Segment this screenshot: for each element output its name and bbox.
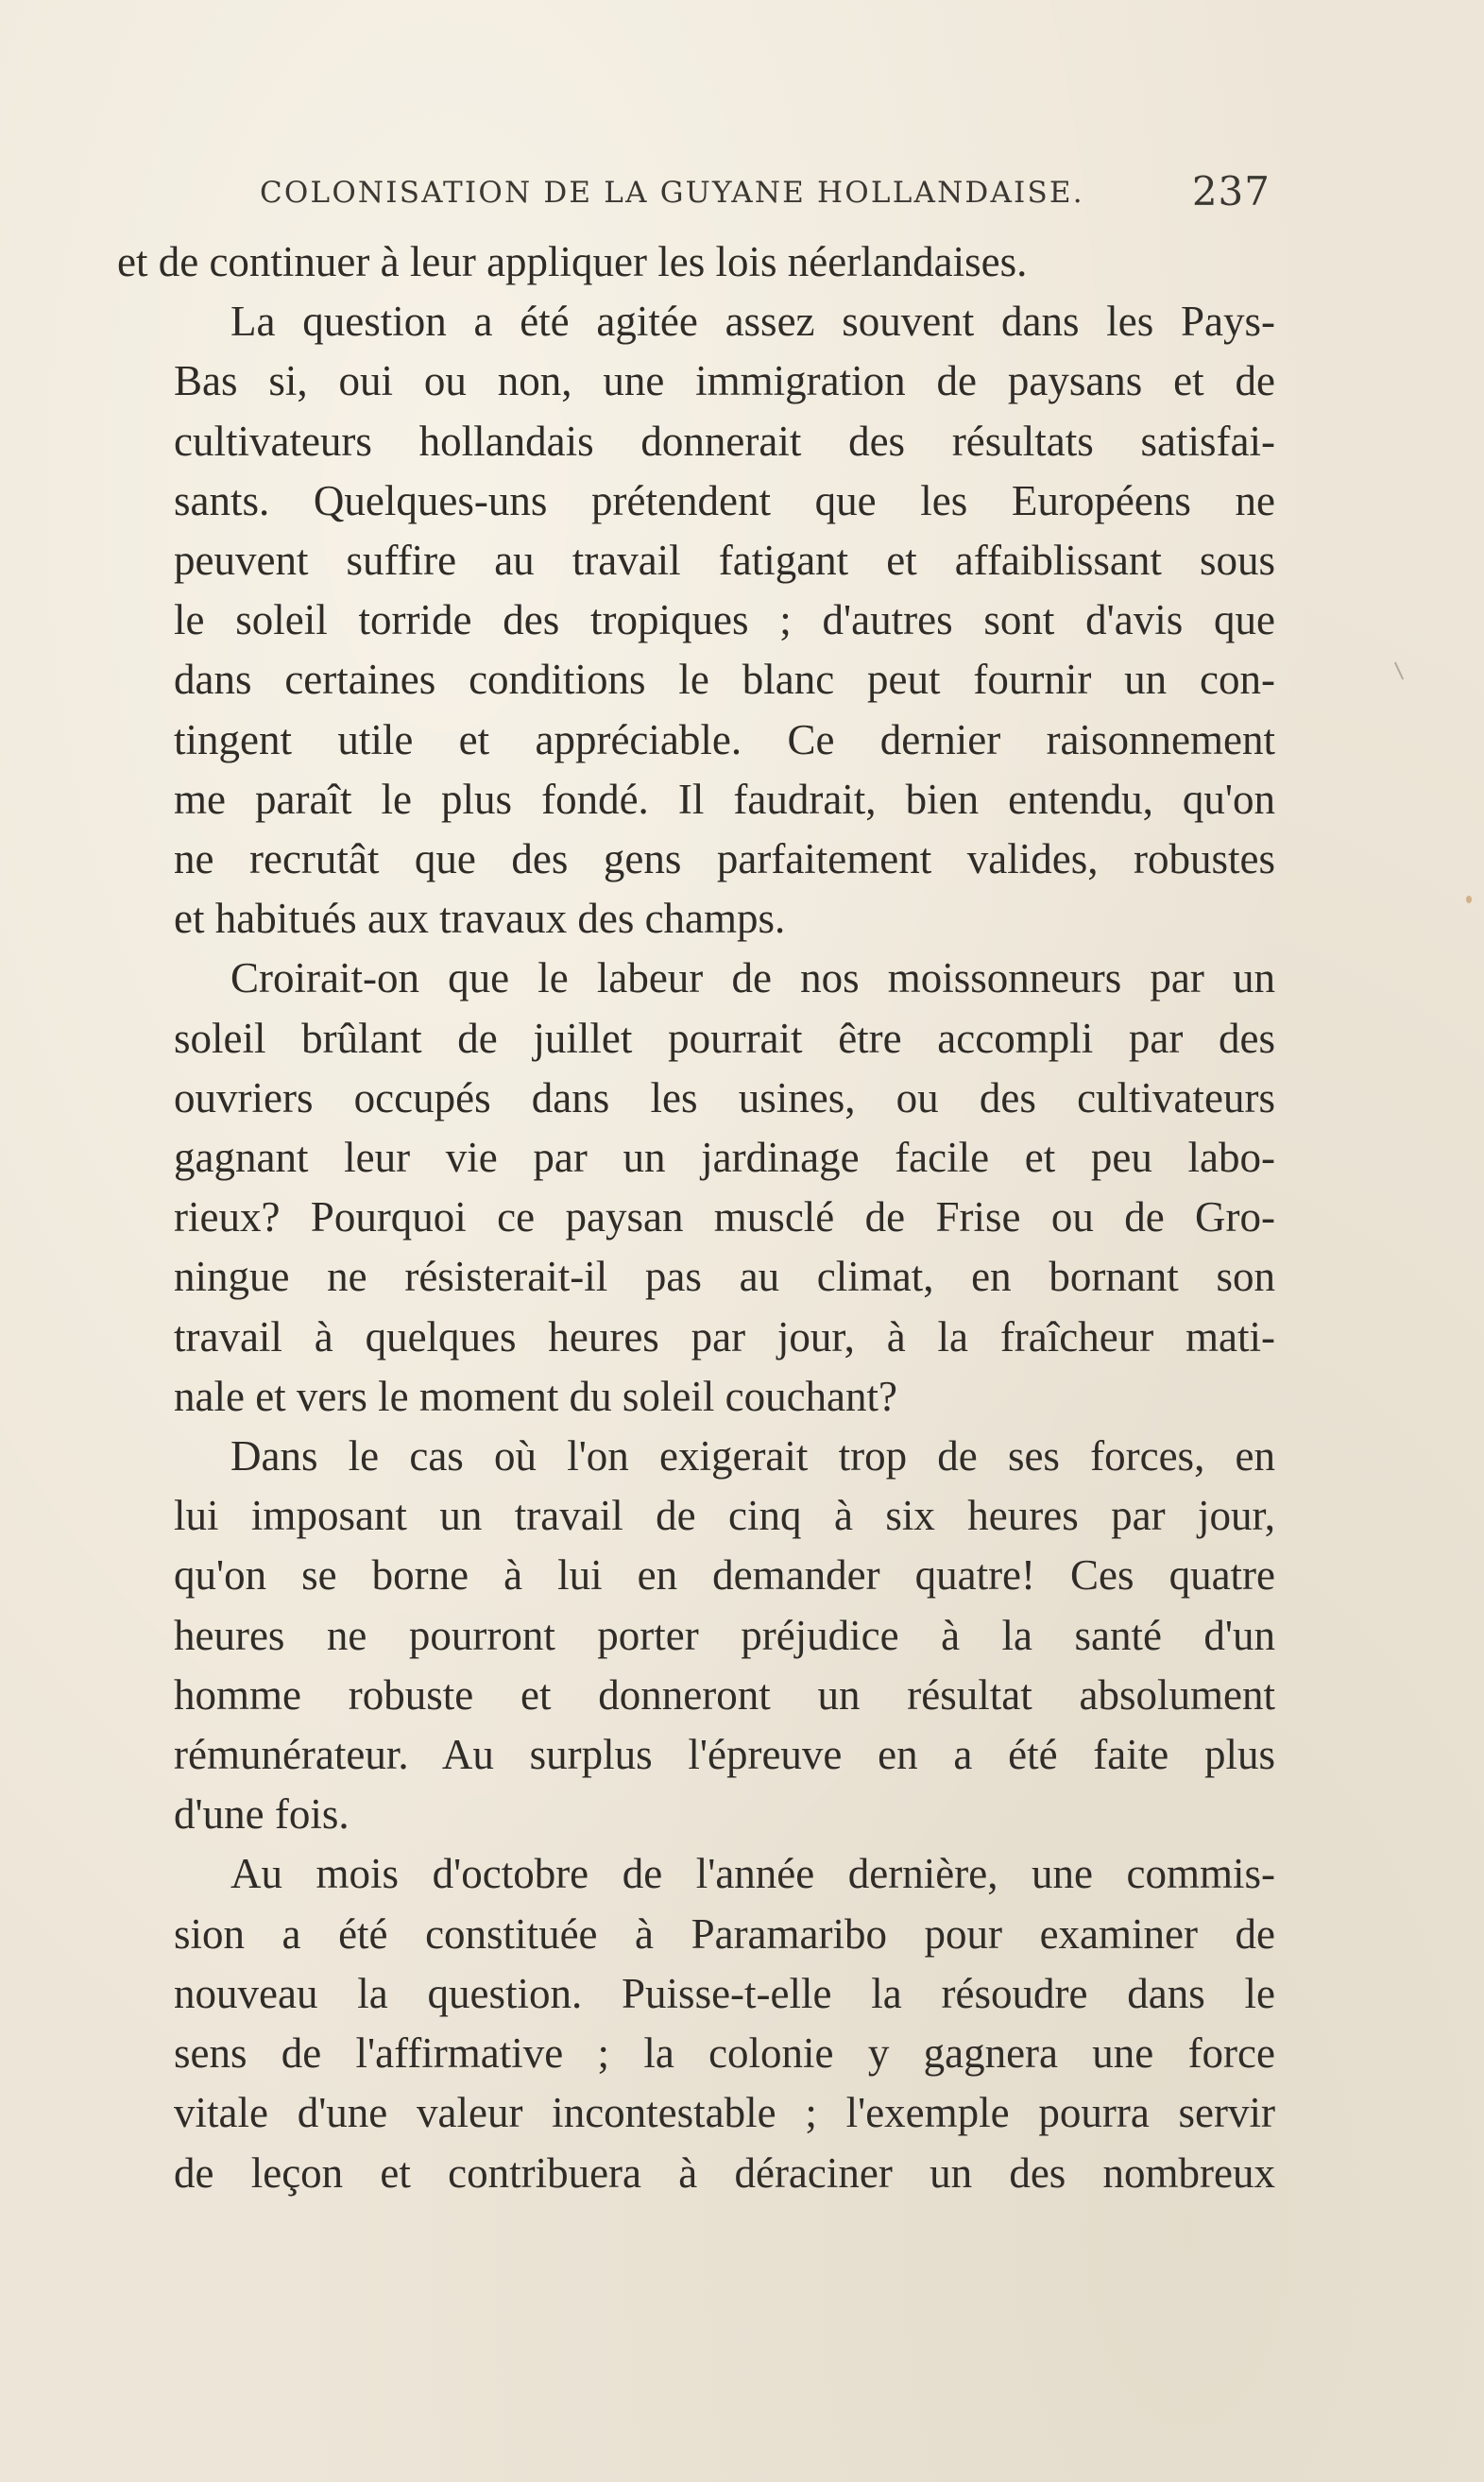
- paragraph-2: [117, 292, 1275, 949]
- text-line: et de continuer à leur appliquer les lois néerlandaises.: [117, 238, 1028, 285]
- paragraph-5: [117, 1844, 1275, 2202]
- text-line: travail à quelques heures par jour, à la fraîcheur mati-: [174, 1312, 1275, 1361]
- text-line: sion a été constituée à Paramaribo pour examiner de: [174, 1909, 1275, 1958]
- paragraph-1: [117, 232, 1275, 292]
- text-line: sens de l'affirmative ; la colonie y gagnera une force: [174, 2029, 1275, 2078]
- text-line: et habitués aux travaux des champs.: [174, 895, 786, 943]
- text-line: qu'on se borne à lui en demander quatre! Ces quatre: [174, 1551, 1275, 1600]
- running-title: COLONISATION DE LA GUYANE HOLLANDAISE.: [260, 176, 1084, 210]
- paper-mark: [1394, 662, 1404, 680]
- text-line: homme robuste et donneront un résultat absolument: [174, 1670, 1275, 1719]
- page-number: 237: [1191, 168, 1271, 214]
- text-line: Croirait-on que le labeur de nos moissonneurs par un: [230, 954, 1275, 1002]
- text-line: Au mois d'octobre de l'année dernière, une commis-: [230, 1850, 1275, 1898]
- text-line: ouvriers occupés dans les usines, ou des cultivateurs: [174, 1073, 1275, 1121]
- paragraph-3: [117, 949, 1275, 1427]
- text-line: le soleil torride des tropiques ; d'autres sont d'avis que: [174, 596, 1275, 644]
- running-head: [260, 168, 1271, 217]
- text-line: rieux? Pourquoi ce paysan musclé de Frise ou de Gro-: [174, 1193, 1275, 1241]
- text-line: tingent utile et appréciable. Ce dernier raisonnement: [174, 715, 1275, 763]
- text-line: ne recrutât que des gens parfaitement valides, robustes: [174, 835, 1275, 883]
- paragraph-4: [117, 1427, 1275, 1844]
- paper-speck: [1466, 896, 1472, 903]
- text-line: sants. Quelques-uns prétendent que les Européens ne: [174, 476, 1275, 524]
- text-line: soleil brûlant de juillet pourrait être accompli par des: [174, 1014, 1275, 1062]
- text-line: peuvent suffire au travail fatigant et affaiblissant sous: [174, 537, 1275, 585]
- text-line: Dans le cas où l'on exigerait trop de ses forces, en: [230, 1432, 1275, 1481]
- text-line: rémunérateur. Au surplus l'épreuve en a été faite plus: [174, 1731, 1275, 1779]
- text-line: La question a été agitée assez souvent dans les Pays-: [230, 298, 1275, 346]
- text-line: de leçon et contribuera à déraciner un des nombreux: [174, 2148, 1275, 2197]
- text-line: heures ne pourront porter préjudice à la santé d'un: [174, 1611, 1275, 1659]
- text-line: cultivateurs hollandais donnerait des résultats satisfai-: [174, 417, 1275, 465]
- text-line: Bas si, oui ou non, une immigration de paysans et de: [174, 357, 1275, 405]
- text-line: vitale d'une valeur incontestable ; l'exemple pourra servir: [174, 2089, 1275, 2137]
- text-line: lui imposant un travail de cinq à six heures par jour,: [174, 1492, 1275, 1540]
- body-text: [117, 232, 1275, 2203]
- text-line: nale et vers le moment du soleil couchant?: [174, 1372, 897, 1420]
- text-line: ningue ne résisterait-il pas au climat, en bornant son: [174, 1253, 1275, 1301]
- text-line: dans certaines conditions le blanc peut fournir un con-: [174, 656, 1275, 704]
- text-line: me paraît le plus fondé. Il faudrait, bien entendu, qu'on: [174, 775, 1275, 823]
- text-line: nouveau la question. Puisse-t-elle la résoudre dans le: [174, 1969, 1275, 2017]
- text-line: gagnant leur vie par un jardinage facile et peu labo-: [174, 1134, 1275, 1182]
- text-line: d'une fois.: [174, 1790, 350, 1839]
